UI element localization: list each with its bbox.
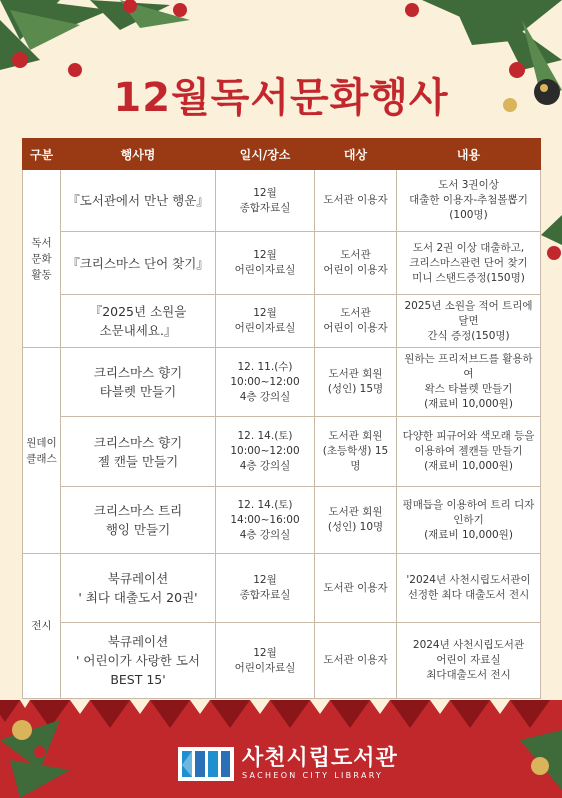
event-date-place: 12월 어린이자료실 xyxy=(216,623,315,699)
event-name: 『2025년 소원을 소문내세요.』 xyxy=(61,295,216,348)
table-row xyxy=(23,417,541,487)
event-content: 펑매듭을 이용하여 트리 디자인하기 (재료비 10,000원) xyxy=(397,487,541,554)
event-content: 2025년 소원을 적어 트리에 달면 간식 증정(150명) xyxy=(397,295,541,348)
table-row xyxy=(23,623,541,699)
library-logo-icon xyxy=(178,747,234,781)
library-name-korean: 사천시립도서관 xyxy=(242,746,398,771)
event-target: 도서관 이용자 xyxy=(315,623,397,699)
category-cell: 전시 xyxy=(23,554,61,699)
table-row xyxy=(23,295,541,348)
category-cell: 독서 문화 활동 xyxy=(23,170,61,348)
event-date-place: 12. 11.(수) 10:00~12:00 4층 강의실 xyxy=(216,348,315,417)
event-date-place: 12월 종합자료실 xyxy=(216,554,315,623)
event-name: 북큐레이션 ' 어린이가 사랑한 도서 BEST 15' xyxy=(61,623,216,699)
event-date-place: 12. 14.(토) 14:00~16:00 4층 강의실 xyxy=(216,487,315,554)
event-content: 도서 3권이상 대출한 이용자-추첨볼뽑기 (100명) xyxy=(397,170,541,232)
event-name: 크리스마스 향기 타블렛 만들기 xyxy=(61,348,216,417)
library-name-english: SACHEON CITY LIBRARY xyxy=(242,771,384,780)
event-date-place: 12월 어린이자료실 xyxy=(216,232,315,295)
event-target: 도서관 어린이 이용자 xyxy=(315,295,397,348)
event-target: 도서관 회원 (성인) 15명 xyxy=(315,348,397,417)
event-name: 크리스마스 트리 행잉 만들기 xyxy=(61,487,216,554)
library-logo xyxy=(178,746,398,782)
event-content: '2024년 사천시립도서관이 선정한 최다 대출도서 전시 xyxy=(397,554,541,623)
event-content: 2024년 사천시립도서관 어린이 자료실 최다대출도서 전시 xyxy=(397,623,541,699)
event-name: 『도서관에서 만난 행운』 xyxy=(61,170,216,232)
table-row xyxy=(23,170,541,232)
event-target: 도서관 회원 (성인) 10명 xyxy=(315,487,397,554)
event-date-place: 12. 14.(토) 10:00~12:00 4층 강의실 xyxy=(216,417,315,487)
event-target: 도서관 이용자 xyxy=(315,554,397,623)
table-row xyxy=(23,554,541,623)
event-table xyxy=(22,138,541,699)
table-row xyxy=(23,232,541,295)
event-name: 『크리스마스 단어 찾기』 xyxy=(61,232,216,295)
event-date-place: 12월 어린이자료실 xyxy=(216,295,315,348)
event-date-place: 12월 종합자료실 xyxy=(216,170,315,232)
category-cell: 원데이 클래스 xyxy=(23,348,61,554)
header-date-place: 일시/장소 xyxy=(216,139,315,170)
header-event: 행사명 xyxy=(61,139,216,170)
event-name: 크리스마스 향기 젤 캔들 만들기 xyxy=(61,417,216,487)
header-category: 구분 xyxy=(23,139,61,170)
table-row xyxy=(23,348,541,417)
event-target: 도서관 이용자 xyxy=(315,170,397,232)
header-content: 내용 xyxy=(397,139,541,170)
header-target: 대상 xyxy=(315,139,397,170)
event-target: 도서관 회원 (초등학생) 15명 xyxy=(315,417,397,487)
table-row xyxy=(23,487,541,554)
event-content: 다양한 피규어와 색모래 등을 이용하여 젤캔들 만들기 (재료비 10,000원) xyxy=(397,417,541,487)
event-target: 도서관 어린이 이용자 xyxy=(315,232,397,295)
event-name: 북큐레이션 ' 최다 대출도서 20권' xyxy=(61,554,216,623)
event-content: 도서 2권 이상 대출하고, 크리스마스관련 단어 찾기 미니 스탠드증정(150명) xyxy=(397,232,541,295)
page-title: 12월독서문화행사 xyxy=(113,75,449,121)
event-content: 원하는 프리저브드를 활용하여 왁스 타블렛 만들기 (재료비 10,000원) xyxy=(397,348,541,417)
